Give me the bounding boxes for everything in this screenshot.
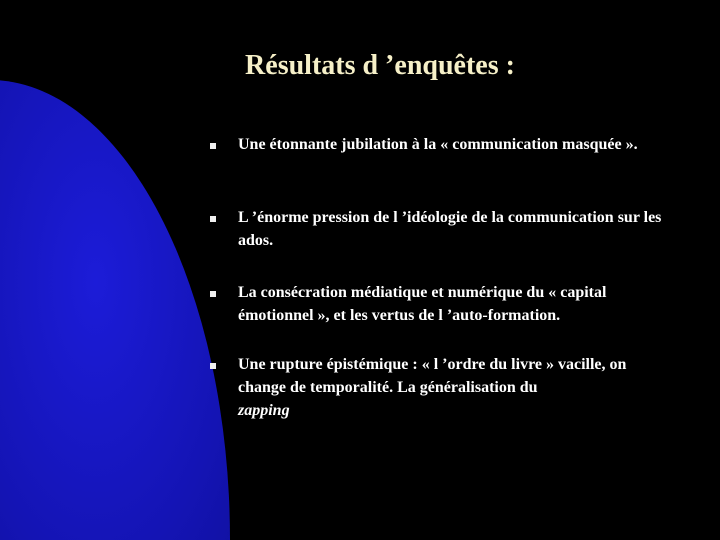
square-bullet-icon — [210, 216, 216, 222]
square-bullet-icon — [210, 143, 216, 149]
bullet-text — [238, 353, 678, 422]
square-bullet-icon — [210, 363, 216, 369]
bullet-text: Une étonnante jubilation à la « communication masquée ». — [238, 136, 638, 153]
square-bullet-icon — [210, 291, 216, 297]
slide-title: Résultats d ’enquêtes : — [245, 50, 515, 81]
bullet-text: L ’énorme pression de l ’idéologie de la communication sur les ados. — [238, 209, 662, 249]
bullet-text: La consécration médiatique et numérique du « capital émotionnel », et les vertus de l ’auto-formation. — [238, 284, 607, 324]
bullet-text-main: Une rupture épistémique : « l ’ordre du livre » vacille, on change de temporalité. La généralisation du — [238, 356, 627, 396]
bullet-emphasis: zapping — [238, 402, 290, 419]
background-blue-shape — [0, 80, 230, 540]
